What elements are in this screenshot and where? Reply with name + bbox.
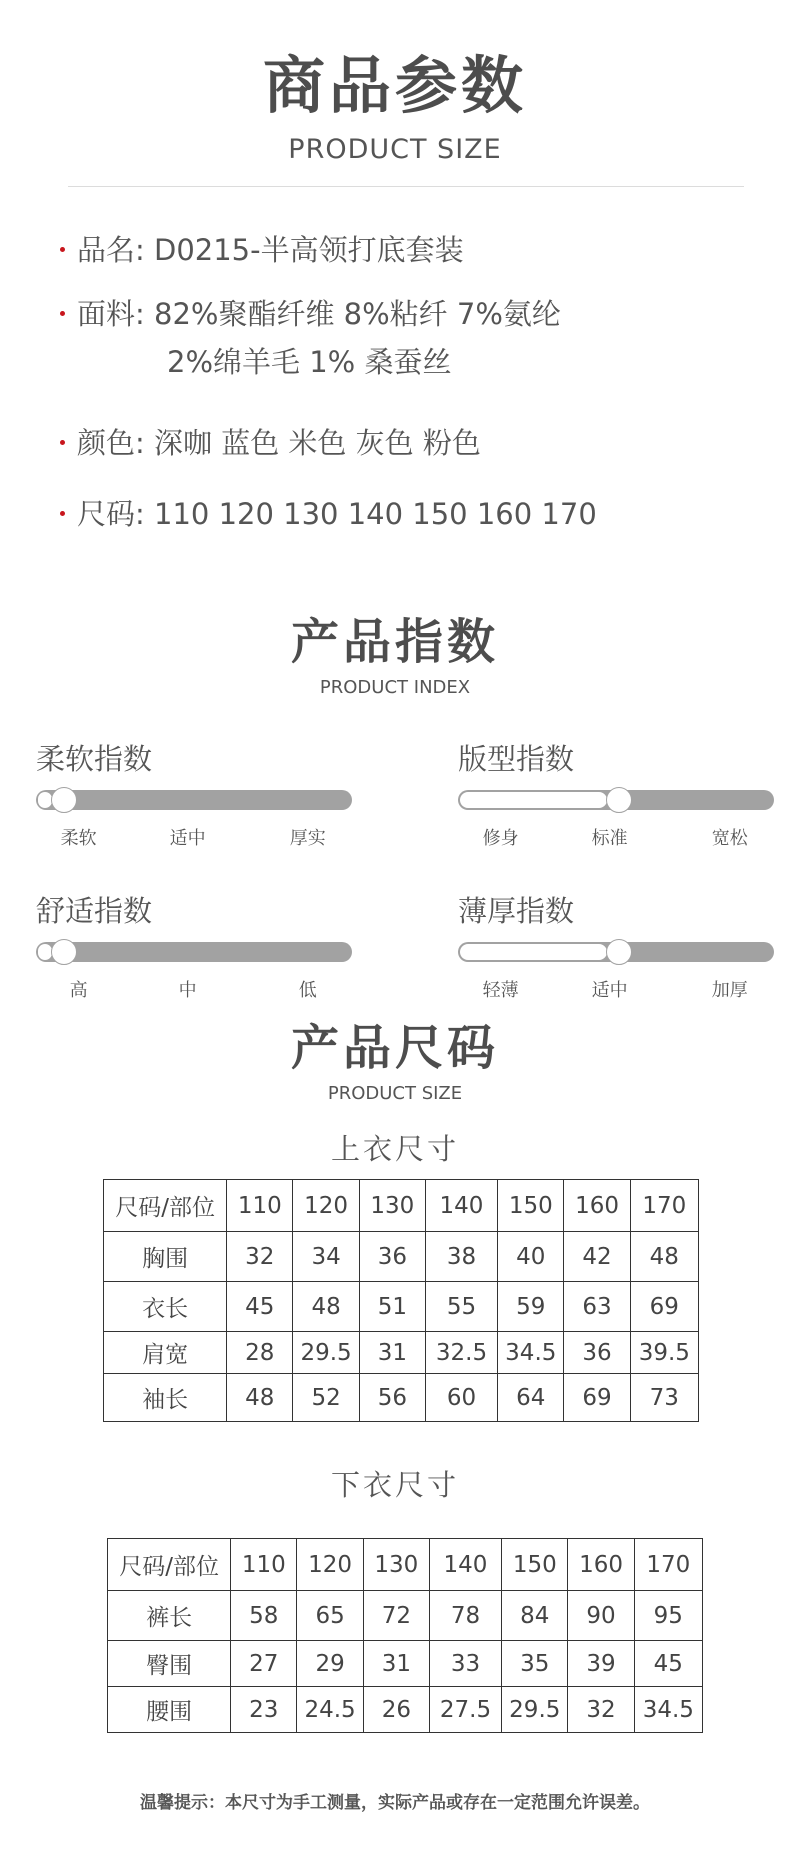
index-scale-label: 适中 [169,828,206,849]
table-cell: 28 [227,1332,293,1374]
section-title: 产品尺码 [290,1020,499,1076]
table-header-cell: 170 [630,1180,698,1232]
table-cell: 35 [502,1641,568,1687]
section-title: 商品参数 [262,49,527,122]
section-title: 产品指数 [290,614,499,670]
table-cell: 60 [425,1374,497,1422]
spec-label: 面料: [77,297,145,331]
bullet-icon [60,311,65,316]
spec-item-color [60,424,481,462]
table-row-label: 衣长 [104,1282,227,1332]
spec-label: 尺码: [77,497,145,531]
index-scale-label: 柔软 [60,828,97,849]
index-scale-label: 修身 [482,828,519,849]
table-cell: 32 [568,1687,634,1733]
table-cell: 51 [359,1282,425,1332]
table-header-cell: 140 [429,1539,501,1591]
table-cell: 34.5 [498,1332,564,1374]
bottom-size-table-title: 下衣尺寸 [330,1468,459,1502]
table-row [104,1374,699,1422]
table-header-cell: 110 [231,1539,297,1591]
index-scale-label: 低 [298,980,317,1001]
section-product-index-heading [0,612,790,700]
index-scale-label: 加厚 [711,980,748,1001]
table-row-label: 肩宽 [104,1332,227,1374]
table-cell: 38 [425,1232,497,1282]
spec-value: 深咖 蓝色 米色 灰色 粉色 [154,426,481,460]
table-cell: 42 [564,1232,630,1282]
bullet-icon [60,511,65,516]
top-size-table-title: 上衣尺寸 [330,1132,459,1166]
table-cell: 48 [227,1374,293,1422]
footnote: 温馨提示：本尺寸为手工测量，实际产品或存在一定范围允许误差。 [140,1793,650,1813]
table-cell: 32.5 [425,1332,497,1374]
table-cell: 36 [359,1232,425,1282]
spec-label: 颜色: [77,426,145,460]
table-header-row [104,1180,699,1232]
table-header-cell: 150 [498,1180,564,1232]
table-cell: 29.5 [502,1687,568,1733]
table-header-cell: 120 [293,1180,359,1232]
index-title: 舒适指数 [36,894,153,928]
table-header-cell: 130 [359,1180,425,1232]
table-header-cell: 尺码/部位 [104,1180,227,1232]
index-track [36,790,352,810]
table-header-cell: 170 [634,1539,702,1591]
index-track-empty [38,792,52,808]
index-track [36,942,352,962]
table-cell: 65 [297,1591,363,1641]
bullet-icon [60,247,65,252]
table-header-cell: 110 [227,1180,293,1232]
section-subtitle: PRODUCT SIZE [288,134,502,165]
table-header-cell: 140 [425,1180,497,1232]
divider [68,186,744,187]
table-cell: 24.5 [297,1687,363,1733]
spec-value: D0215-半高领打底套装 [154,233,464,267]
table-cell: 64 [498,1374,564,1422]
table-header-cell: 尺码/部位 [108,1539,231,1591]
index-scale-label: 标准 [591,828,628,849]
index-knob [51,787,77,813]
section-subtitle: PRODUCT SIZE [327,1083,463,1104]
spec-value: 110 120 130 140 150 160 170 [154,497,597,531]
table-row-label: 袖长 [104,1374,227,1422]
table-cell: 26 [363,1687,429,1733]
spec-item-name [60,231,464,269]
index-scale-label: 高 [69,980,88,1001]
table-cell: 34 [293,1232,359,1282]
index-track-empty [460,792,607,808]
table-cell: 40 [498,1232,564,1282]
table-row [104,1232,699,1282]
table-cell: 39 [568,1641,634,1687]
table-cell: 23 [231,1687,297,1733]
table-cell: 29 [297,1641,363,1687]
table-row [108,1641,703,1687]
section-subtitle: PRODUCT INDEX [319,677,471,698]
table-row-label: 臀围 [108,1641,231,1687]
table-row [104,1332,699,1374]
section-product-size-heading [0,1018,790,1106]
index-track-empty [38,944,52,960]
bottom-size-table [107,1538,703,1733]
table-cell: 31 [359,1332,425,1374]
table-cell: 39.5 [630,1332,698,1374]
top-size-table [103,1179,699,1422]
table-cell: 69 [630,1282,698,1332]
table-cell: 56 [359,1374,425,1422]
table-cell: 69 [564,1374,630,1422]
table-cell: 33 [429,1641,501,1687]
table-cell: 48 [293,1282,359,1332]
table-header-row [108,1539,703,1591]
table-cell: 72 [363,1591,429,1641]
index-knob [606,787,632,813]
spec-item-size [60,495,597,533]
table-row-label: 胸围 [104,1232,227,1282]
index-title: 柔软指数 [36,742,153,776]
index-knob [606,939,632,965]
table-row [108,1687,703,1733]
section-product-params-heading [0,46,790,168]
table-cell: 29.5 [293,1332,359,1374]
table-header-cell: 160 [568,1539,634,1591]
index-scale-label: 厚实 [289,828,326,849]
table-cell: 32 [227,1232,293,1282]
table-cell: 27 [231,1641,297,1687]
table-row [104,1282,699,1332]
table-cell: 84 [502,1591,568,1641]
table-cell: 58 [231,1591,297,1641]
spec-value-line2: 2%绵羊毛 1% 桑蚕丝 [167,345,452,379]
table-cell: 59 [498,1282,564,1332]
table-header-cell: 120 [297,1539,363,1591]
index-scale-label: 轻薄 [482,980,519,1001]
index-scale-label: 宽松 [711,828,748,849]
spec-label: 品名: [77,233,145,267]
table-cell: 73 [630,1374,698,1422]
table-cell: 52 [293,1374,359,1422]
index-scale-label: 中 [178,980,197,1001]
spec-value: 82%聚酯纤维 8%粘纤 7%氨纶 [154,297,561,331]
index-scale-label: 适中 [591,980,628,1001]
index-title: 版型指数 [458,742,575,776]
table-row-label: 裤长 [108,1591,231,1641]
table-cell: 63 [564,1282,630,1332]
table-cell: 55 [425,1282,497,1332]
bullet-icon [60,440,65,445]
table-row-label: 腰围 [108,1687,231,1733]
table-cell: 34.5 [634,1687,702,1733]
table-header-cell: 130 [363,1539,429,1591]
table-cell: 48 [630,1232,698,1282]
table-cell: 78 [429,1591,501,1641]
table-header-cell: 150 [502,1539,568,1591]
table-cell: 45 [227,1282,293,1332]
table-row [108,1591,703,1641]
table-cell: 31 [363,1641,429,1687]
table-cell: 95 [634,1591,702,1641]
index-track-empty [460,944,607,960]
spec-item-fabric [60,295,561,381]
table-header-cell: 160 [564,1180,630,1232]
index-title: 薄厚指数 [458,894,575,928]
table-cell: 90 [568,1591,634,1641]
table-cell: 27.5 [429,1687,501,1733]
table-cell: 36 [564,1332,630,1374]
index-knob [51,939,77,965]
table-cell: 45 [634,1641,702,1687]
